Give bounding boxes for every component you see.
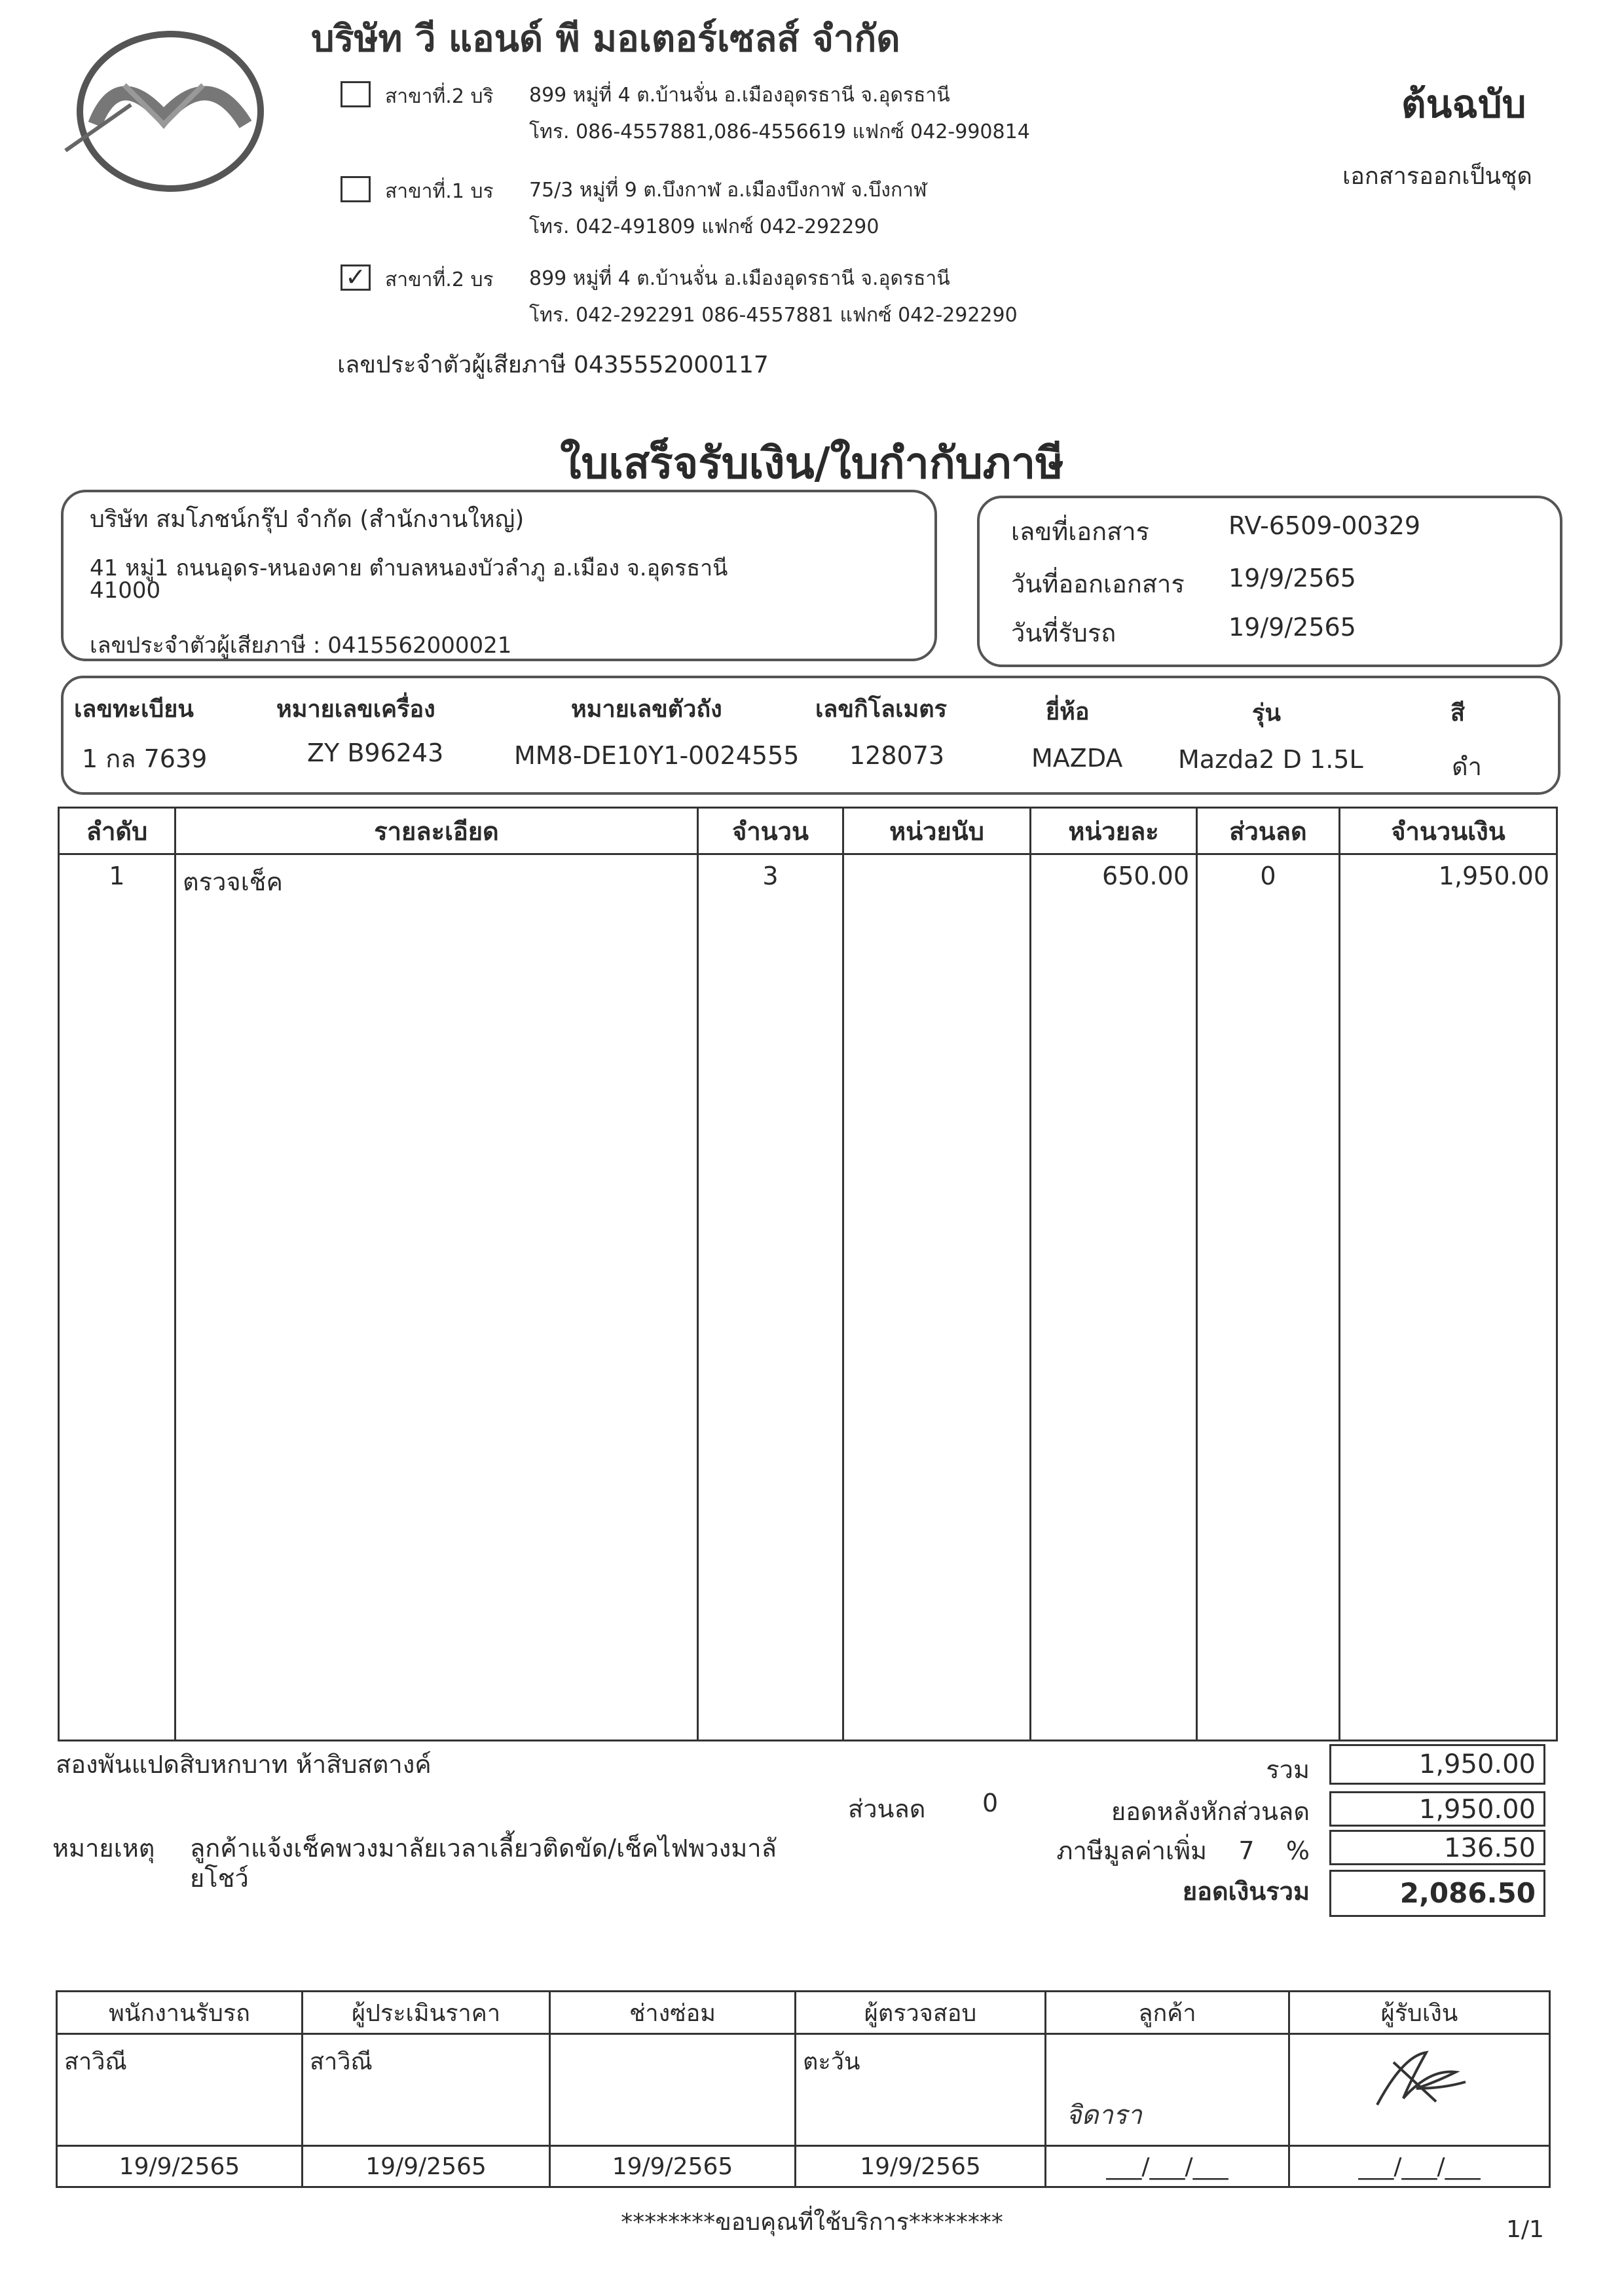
note-label: หมายเหตุ [52,1834,155,1863]
page-number: 1/1 [1506,2216,1544,2243]
signature-date: 19/9/2565 [796,2146,1046,2187]
item-discount: 0 [1197,854,1340,1741]
column-header-unit: หน่วยนับ [843,808,1031,854]
branch-address: 899 หมู่ที่ 4 ต.บ้านจั่น อ.เมืองอุดรธานี จ.อุดรธานี [529,267,950,290]
vehicle-header: หมายเลขเครื่อง [276,696,435,723]
vat-rate: 7 [1238,1836,1255,1865]
column-header-quantity: จำนวน [698,808,843,854]
signature-name: ตะวัน [796,2034,1046,2146]
signature-name: สาวิณี [57,2034,303,2146]
subtotal-value: 1,950.00 [1329,1744,1545,1785]
grand-total-value: 2,086.50 [1329,1870,1545,1917]
vehicle-plate: 1 กล 7639 [82,744,208,773]
receiver-signature-cell [1289,2034,1550,2146]
branch-address: 899 หมู่ที่ 4 ต.บ้านจั่น อ.เมืองอุดรธานี จ.อุดรธานี [529,84,950,107]
subtotal-label: รวม [1266,1755,1310,1784]
items-table [58,807,1558,1741]
item-quantity: 3 [698,854,843,1741]
signature-name-row [57,2034,1550,2146]
vat-label: ภาษีมูลค่าเพิ่ม [1056,1836,1208,1865]
vehicle-engine-no: ZY B96243 [307,738,444,767]
table-row [59,854,1557,1741]
issue-date: 19/9/2565 [1228,564,1356,592]
issue-date-label: วันที่ออกเอกสาร [1011,570,1185,598]
signature-header: ผู้รับเงิน [1289,1992,1550,2034]
branch-label: สาขาที่.2 บริ [385,85,494,108]
customer-box [61,490,937,661]
column-header-description: รายละเอียด [175,808,698,854]
signature-date: 19/9/2565 [57,2146,303,2187]
vehicle-header: หมายเลขตัวถัง [571,696,722,723]
vehicle-header: ยี่ห้อ [1046,699,1090,725]
column-header-no: ลำดับ [59,808,175,854]
branch-address: 75/3 หมู่ที่ 9 ต.บึงกาฬ อ.เมืองบึงกาฬ จ.บึงกาฬ [529,179,927,202]
signature-header: ผู้ประเมินราคา [303,1992,550,2034]
branch-contact: โทร. 042-292291 086-4557881 แฟกซ์ 042-292290 [529,304,1018,327]
customer-address-line1: 41 หมู่1 ถนนอุดร-หนองคาย ตำบลหนองบัวลำภู อ.เมือง จ.อุดรธานี [90,555,728,581]
customer-tax-id: เลขประจำตัวผู้เสียภาษี : 0415562000021 [90,632,512,659]
item-amount: 1,950.00 [1340,854,1557,1741]
item-unit-price: 650.00 [1031,854,1197,1741]
branch-contact: โทร. 042-491809 แฟกซ์ 042-292290 [529,215,879,238]
document-info-box [977,496,1562,667]
column-header-amount: จำนวนเงิน [1340,808,1557,854]
signature-header-row [57,1992,1550,2034]
signature-date: ___/___/___ [1289,2146,1550,2187]
signature-header: ผู้ตรวจสอบ [796,1992,1046,2034]
company-tax-id [337,346,769,383]
vat-label-row [1056,1831,1310,1870]
vehicle-info-box [61,676,1560,795]
vat-value: 136.50 [1329,1830,1545,1865]
signature-date: 19/9/2565 [303,2146,550,2187]
vehicle-color: ดำ [1452,752,1483,781]
signature-name [550,2034,796,2146]
branch-checkbox [341,176,371,202]
handwritten-signature-icon [1364,2043,1475,2115]
vehicle-header: เลขกิโลเมตร [815,696,947,723]
column-header-unit-price: หน่วยละ [1031,808,1197,854]
vehicle-chassis-no: MM8-DE10Y1-0024555 [514,741,800,770]
customer-address-line2: 41000 [90,577,161,604]
discount-label: ส่วนลด [848,1795,926,1823]
branch-checkbox: ✓ [341,264,371,291]
receive-date-label: วันที่รับรถ [1011,619,1116,647]
after-discount-value: 1,950.00 [1329,1791,1545,1827]
branch-contact: โทร. 086-4557881,086-4556619 แฟกซ์ 042-990814 [529,120,1030,143]
set-label: เอกสารออกเป็นชุด [1342,163,1532,190]
customer-signature-cell [1046,2034,1289,2146]
vat-percent-sign: % [1285,1836,1310,1865]
column-header-discount: ส่วนลด [1197,808,1340,854]
doc-number-label: เลขที่เอกสาร [1011,517,1150,546]
grand-total-label: ยอดเงินรวม [1182,1877,1310,1906]
signature-date: ___/___/___ [1046,2146,1289,2187]
vehicle-brand: MAZDA [1031,744,1123,773]
receive-date: 19/9/2565 [1228,613,1356,642]
item-unit [843,854,1031,1741]
items-table-header [59,808,1557,854]
document-title: ใบเสร็จรับเงิน/ใบกำกับภาษี [560,438,1064,488]
vehicle-mileage: 128073 [849,741,945,770]
item-no: 1 [59,854,175,1741]
signature-header: ลูกค้า [1046,1992,1289,2034]
vehicle-header: สี [1450,700,1465,727]
amount-in-words: สองพันแปดสิบหกบาท ห้าสิบสตางค์ [56,1750,432,1779]
after-discount-label: ยอดหลังหักส่วนลด [1111,1797,1310,1826]
signature-date-row [57,2146,1550,2187]
customer-name: บริษัท สมโภชน์กรุ๊ป จำกัด (สำนักงานใหญ่) [90,506,525,533]
branch-checkbox [341,81,371,107]
signature-header: ช่างซ่อม [550,1992,796,2034]
note-line1: ลูกค้าแจ้งเช็คพวงมาลัยเวลาเลี้ยวติดขัด/เช็คไฟพวงมาลั [190,1834,777,1863]
company-tax-id-label: เลขประจำตัวผู้เสียภาษี [337,352,566,378]
item-description: ตรวจเช็ค [175,854,698,1741]
vehicle-model: Mazda2 D 1.5L [1178,745,1363,774]
discount-value: 0 [982,1789,999,1817]
vehicle-header: เลขทะเบียน [74,696,194,723]
doc-number: RV-6509-00329 [1228,511,1421,540]
company-logo [59,26,275,203]
company-name: บริษัท วี แอนด์ พี มอเตอร์เซลส์ จำกัด [311,18,900,60]
customer-signature: จิดารา [1066,2100,1142,2130]
signature-name: สาวิณี [303,2034,550,2146]
company-tax-id-value: 0435552000117 [574,352,769,378]
branch-label: สาขาที่.1 บร [385,180,494,203]
copy-label: ต้นฉบับ [1401,82,1526,126]
vehicle-header: รุ่น [1252,700,1281,727]
signature-header: พนักงานรับรถ [57,1992,303,2034]
signature-table [56,1990,1551,2188]
signature-date: 19/9/2565 [550,2146,796,2187]
branch-label: สาขาที่.2 บร [385,268,494,291]
thank-you-footer: ********ขอบคุณที่ใช้บริการ******** [621,2209,1003,2236]
note-line2: ยโชว์ [190,1864,249,1893]
